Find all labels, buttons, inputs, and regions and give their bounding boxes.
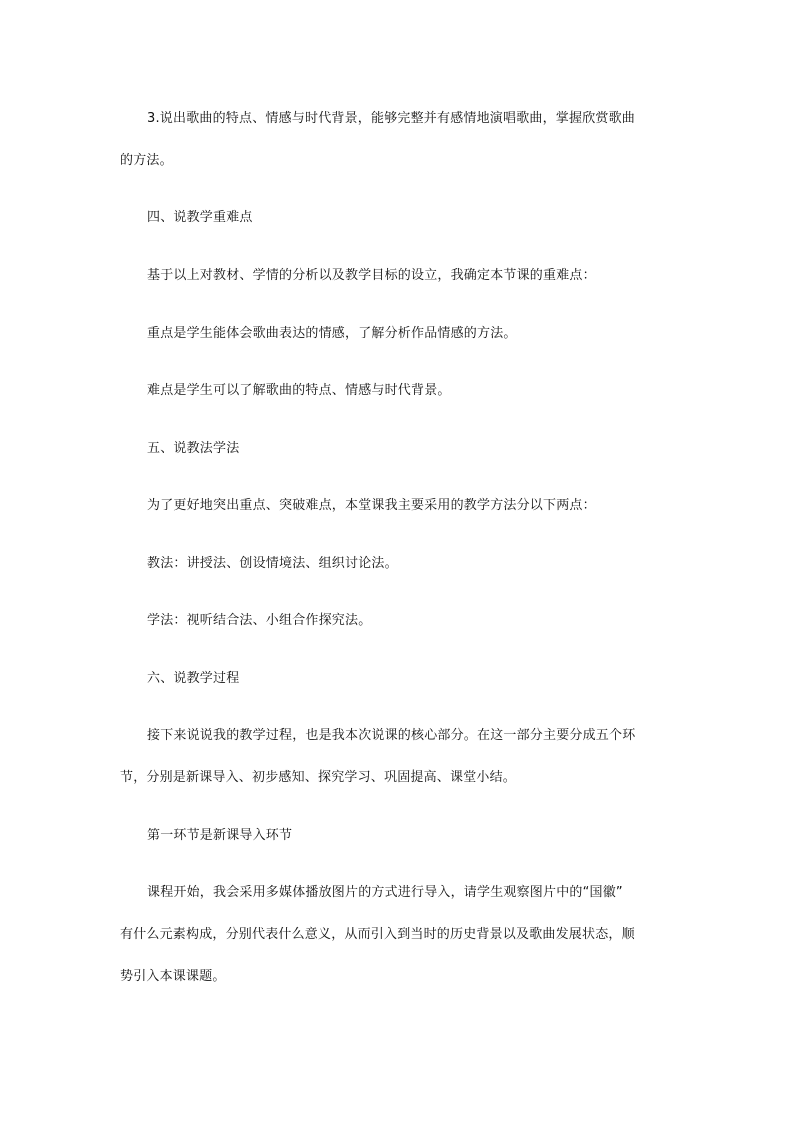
section-heading-teaching-process: 六、说教学过程 <box>147 671 240 686</box>
section-heading-teaching-methods: 五、说教法学法 <box>147 441 240 456</box>
section-heading-key-difficult-points: 四、说教学重难点 <box>147 210 253 225</box>
paragraph-learning-method: 学法：视听结合法、小组合作探究法。 <box>147 613 372 628</box>
paragraph-process-intro-line-2: 节，分别是新课导入、初步感知、探究学习、巩固提高、课堂小结。 <box>120 770 517 785</box>
paragraph-process-intro-line-1: 接下来说说我的教学过程，也是我本次说课的核心部分。在这一部分主要分成五个环 <box>147 728 636 743</box>
paragraph-difficult-point: 难点是学生可以了解歌曲的特点、情感与时代背景。 <box>147 383 451 398</box>
paragraph-key-points-intro: 基于以上对教材、学情的分析以及教学目标的设立，我确定本节课的重难点： <box>147 268 596 283</box>
subheading-first-stage: 第一环节是新课导入环节 <box>147 828 293 843</box>
paragraph-teaching-method: 教法：讲授法、创设情境法、组织讨论法。 <box>147 556 398 571</box>
paragraph-objective-3-line-2: 的方法。 <box>120 153 173 168</box>
paragraph-methods-intro: 为了更好地突出重点、突破难点，本堂课我主要采用的教学方法分以下两点： <box>147 498 596 513</box>
paragraph-first-stage-line-2: 有什么元素构成，分别代表什么意义，从而引入到当时的历史背景以及歌曲发展状态，顺 <box>120 927 635 942</box>
paragraph-key-point: 重点是学生能体会歌曲表达的情感，了解分析作品情感的方法。 <box>147 326 517 341</box>
paragraph-first-stage-line-3: 势引入本课课题。 <box>120 969 226 984</box>
paragraph-objective-3-line-1: 3.说出歌曲的特点、情感与时代背景，能够完整并有感情地演唱歌曲，掌握欣赏歌曲 <box>147 111 636 126</box>
paragraph-first-stage-line-1: 课程开始，我会采用多媒体播放图片的方式进行导入，请学生观察图片中的“国徽” <box>147 885 623 900</box>
